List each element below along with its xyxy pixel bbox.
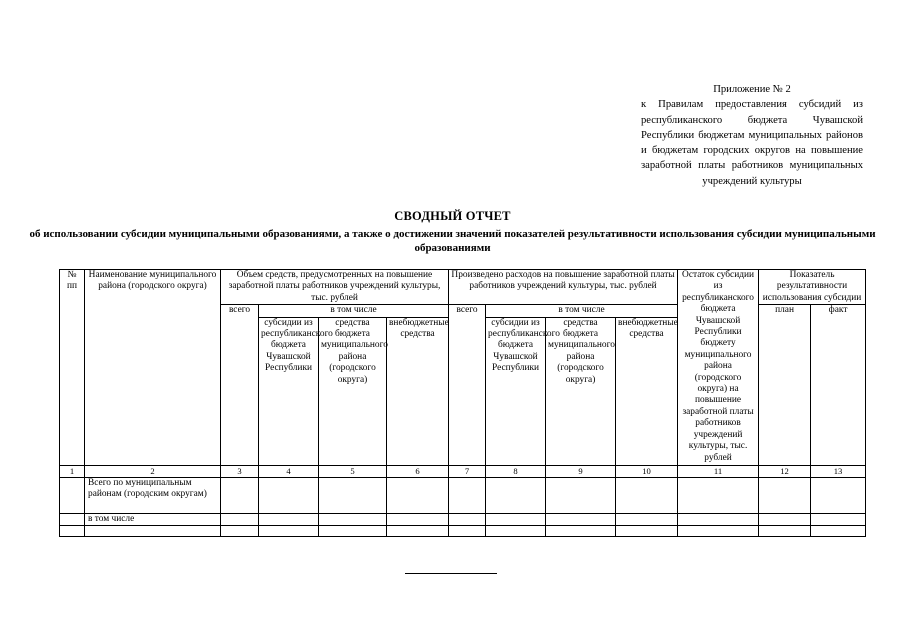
table-cell (387, 477, 449, 513)
table-cell (811, 513, 866, 525)
table-cell (259, 526, 319, 537)
header-indicator: Показатель результативности использования субсидии (759, 270, 866, 305)
table-cell (486, 513, 546, 525)
header-spent: Произведено расходов на повышение заработной платы работников учреждений культуры, тыс. рублей (449, 270, 678, 305)
header-volume-subsidy: субсидии из республиканского бюджета Чувашской Республики (259, 317, 319, 465)
table-cell (449, 526, 486, 537)
table-cell (259, 477, 319, 513)
table-cell (678, 526, 759, 537)
header-volume-extrabudget: внебюджетные средства (387, 317, 449, 465)
col-number: 13 (811, 465, 866, 477)
report-table (59, 269, 866, 537)
appendix-text: к Правилам предоставления субсидий из республиканского бюджета Чувашской Республики бюджетам муниципальных районов и бюджетам городских округов на повышение заработной платы работников муниципальных учреждений культуры (641, 99, 863, 187)
table-cell (616, 477, 678, 513)
col-number: 11 (678, 465, 759, 477)
including-row (60, 513, 866, 525)
table-cell (319, 526, 387, 537)
appendix-block (641, 82, 863, 189)
header-volume-including: в том числе (259, 305, 449, 317)
header-no: № пп (60, 270, 85, 466)
col-number: 3 (221, 465, 259, 477)
header-volume: Объем средств, предусмотренных на повышение заработной платы работников учреждений культуры, тыс. рублей (221, 270, 449, 305)
empty-row (60, 526, 866, 537)
col-number: 4 (259, 465, 319, 477)
table-cell (221, 477, 259, 513)
table-cell (616, 526, 678, 537)
table-cell (616, 513, 678, 525)
table-cell (221, 513, 259, 525)
header-spent-total: всего (449, 305, 486, 465)
table-cell (449, 477, 486, 513)
col-number: 1 (60, 465, 85, 477)
table-cell (678, 477, 759, 513)
table-cell (486, 526, 546, 537)
table-cell (259, 513, 319, 525)
col-number: 10 (616, 465, 678, 477)
header-spent-subsidy: субсидии из республиканского бюджета Чувашской Республики (486, 317, 546, 465)
table-cell (759, 526, 811, 537)
table-cell (60, 513, 85, 525)
column-numbers-row (60, 465, 866, 477)
appendix-title: Приложение № 2 (713, 84, 791, 95)
table-cell (759, 477, 811, 513)
table-cell (546, 477, 616, 513)
table-cell (811, 526, 866, 537)
table-cell (486, 477, 546, 513)
table-cell (546, 513, 616, 525)
col-number: 12 (759, 465, 811, 477)
col-number: 8 (486, 465, 546, 477)
header-volume-municipal: средства бюджета муниципального района (городского округа) (319, 317, 387, 465)
header-row-1 (60, 270, 866, 305)
header-spent-extrabudget: внебюджетные средства (616, 317, 678, 465)
col-number: 2 (85, 465, 221, 477)
table-cell (319, 477, 387, 513)
header-spent-including: в том числе (486, 305, 678, 317)
table-cell (759, 513, 811, 525)
total-row (60, 477, 866, 513)
total-row-label: Всего по муниципальным районам (городским округам) (85, 477, 221, 513)
header-fact: факт (811, 305, 866, 465)
table-cell (85, 526, 221, 537)
report-subtitle: об использовании субсидии муниципальными образованиями, а также о достижении значений показателей результативности использования субсидии муниципальными образованиями (29, 228, 876, 254)
table-cell (221, 526, 259, 537)
including-row-label: в том числе (85, 513, 221, 525)
report-title: СВОДНЫЙ ОТЧЕТ (394, 209, 511, 223)
table-cell (449, 513, 486, 525)
header-balance: Остаток субсидии из республиканского бюджета Чувашской Республики бюджету муниципального района (городского округа) на повышение заработной платы работников учреждений культуры, тыс. рублей (678, 270, 759, 466)
header-spent-municipal: средства бюджета муниципального района (городского округа) (546, 317, 616, 465)
table-cell (678, 513, 759, 525)
col-number: 6 (387, 465, 449, 477)
col-number: 7 (449, 465, 486, 477)
header-plan: план (759, 305, 811, 465)
table-cell (811, 477, 866, 513)
table-cell (319, 513, 387, 525)
col-number: 9 (546, 465, 616, 477)
col-number: 5 (319, 465, 387, 477)
header-name: Наименование муниципального района (городского округа) (85, 270, 221, 466)
table-cell (387, 526, 449, 537)
footnote-separator-line (405, 573, 497, 574)
header-volume-total: всего (221, 305, 259, 465)
table-cell (60, 477, 85, 513)
table-cell (387, 513, 449, 525)
table-cell (546, 526, 616, 537)
table-cell (60, 526, 85, 537)
